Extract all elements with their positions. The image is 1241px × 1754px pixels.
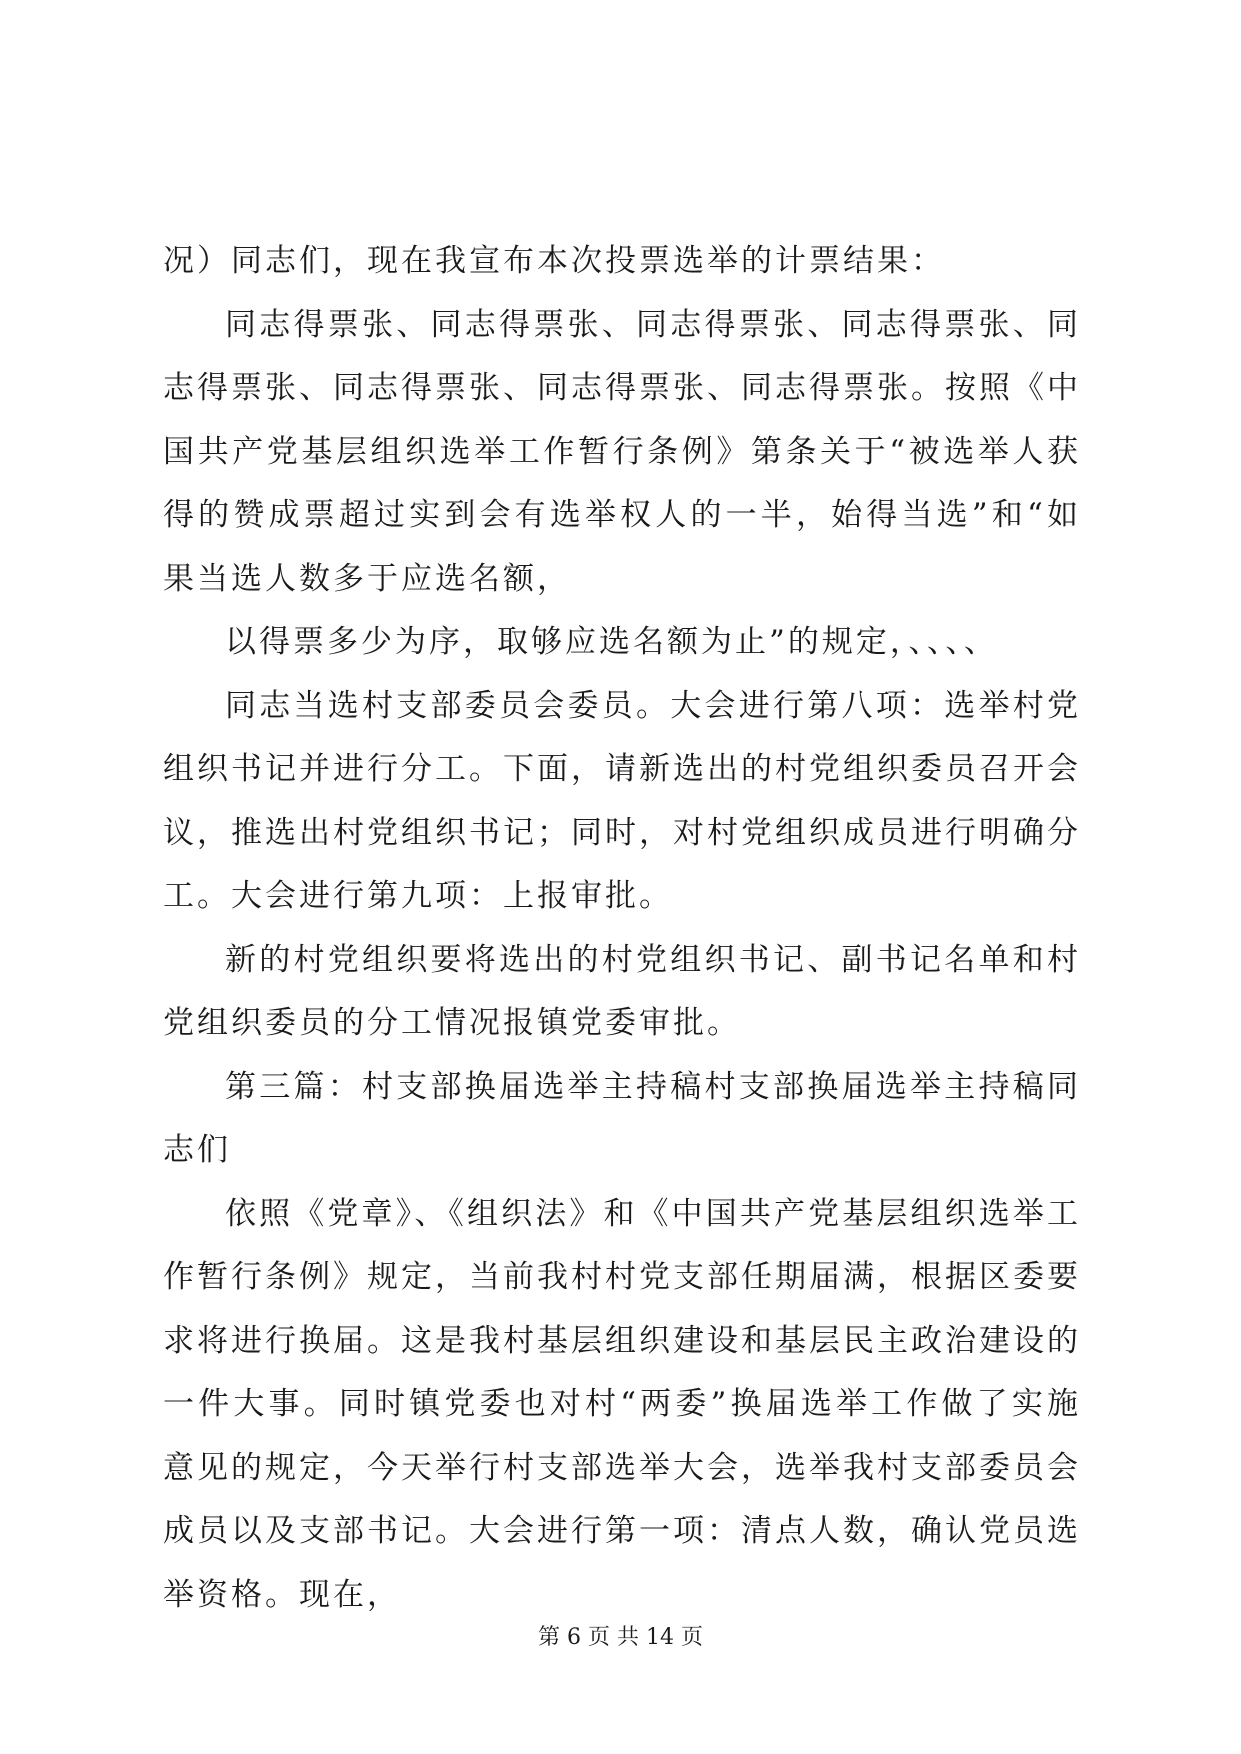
paragraph-7: 依照《党章》、《组织法》和《中国共产党基层组织选举工作暂行条例》规定，当前我村村党支部任期届满，根据区委要求将进行换届。这是我村基层组织建设和基层民主政治建设的一件大事。同时镇党委也对村“两委”换届选举工作做了实施意见的规定，今天举行村支部选举大会，选举我村支部委员会成员以及支部书记。大会进行第一项：清点人数，确认党员选举资格。现在， [163, 1195, 1081, 1613]
paragraph-2: 同志得票张、同志得票张、同志得票张、同志得票张、同志得票张、同志得票张、同志得票张、同志得票张。按照《中国共产党基层组织选举工作暂行条例》第条关于“被选举人获得的赞成票超过实到会有选举权人的一半，始得当选”和“如果当选人数多于应选名额， [163, 306, 1081, 597]
paragraph-4: 同志当选村支部委员会委员。大会进行第八项：选举村党组织书记并进行分工。下面，请新选出的村党组织委员召开会议，推选出村党组织书记；同时，对村党组织成员进行明确分工。大会进行第九项：上报审批。 [163, 687, 1081, 914]
paragraph-6: 第三篇：村支部换届选举主持稿村支部换届选举主持稿同志们 [163, 1068, 1081, 1168]
paragraph-3: 以得票多少为序，取够应选名额为止”的规定，、、、、 [225, 624, 998, 660]
paragraph-5: 新的村党组织要将选出的村党组织书记、副书记名单和村党组织委员的分工情况报镇党委审批。 [163, 941, 1081, 1041]
page-number-footer: 第 6 页 共 14 页 [538, 1625, 703, 1650]
paragraph-1: 况）同志们，现在我宣布本次投票选举的计票结果： [163, 243, 945, 279]
document-body [163, 230, 1081, 1627]
